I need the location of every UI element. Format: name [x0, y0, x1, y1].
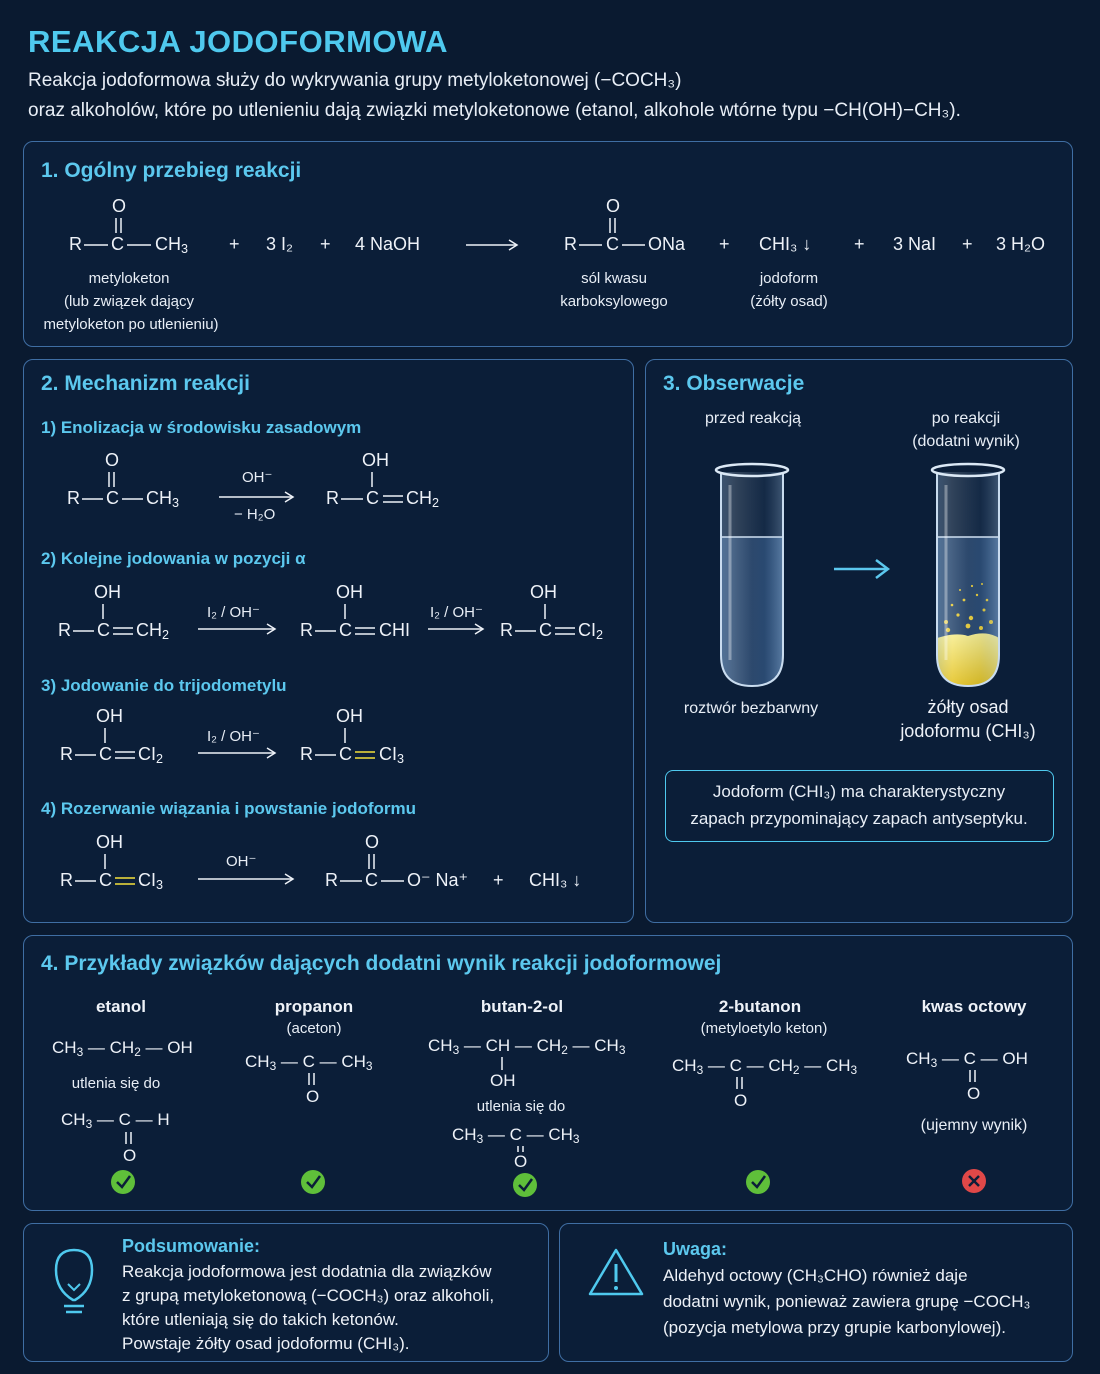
plus-sign: + [962, 234, 973, 254]
iodoform-product: CHI₃ ↓ [529, 870, 582, 890]
precipitate-arrow-icon: ↓ [572, 870, 582, 890]
lightbulb-icon [24, 1224, 34, 1234]
iodoform-label-2: (żółty osad) [750, 293, 828, 310]
example-name: kwas octowy [921, 997, 1027, 1016]
atom-r: R [500, 620, 513, 640]
intro-line-2: oraz alkoholów, które po utlenieniu dają związki metyloketonowe (etanol, alkohole wtórne typu −CH(OH)−CH₃). [28, 100, 961, 121]
group-ci3: $CI_3$ [138, 870, 164, 893]
odor-note-line-1: Jodoform (CHI₃) ma charakterystyczny [712, 782, 1006, 801]
summary-line-3: które utleniają się do takich ketonów. [122, 1310, 399, 1329]
after-caption-1: żółty osad [927, 697, 1009, 717]
group-chi: CHI [379, 620, 410, 640]
condition-oh: OH⁻ [242, 469, 273, 486]
section-observations [645, 359, 1073, 923]
odor-note-box [665, 770, 1054, 842]
group-oh: OH [96, 706, 123, 726]
summary-line-4: Powstaje żółty osad jodoformu (CHI₃). [122, 1334, 410, 1353]
sodium-iodide: 3 NaI [893, 234, 937, 254]
summary-line-1: Reakcja jodoformowa jest dodatnia dla związków [122, 1262, 492, 1281]
butanone-formula: $CH_3$ — C — $CH_3$ [452, 1125, 580, 1146]
group-ci2: $CI_2$ [578, 620, 604, 643]
example-name: propanon [274, 997, 354, 1016]
page-title: REAKCJA JODOFORMOWA [28, 24, 448, 59]
precipitate-arrow-icon: ↓ [802, 234, 812, 254]
group-ch3: $CH_3$ [146, 488, 180, 511]
warning-title: Uwaga: [663, 1239, 728, 1259]
condition-iodine: I₂ / OH⁻ [207, 728, 260, 745]
atom-o: O [967, 1084, 981, 1103]
atom-r: R [326, 488, 339, 508]
section-3-title: 3. Obserwacje [663, 372, 805, 395]
atom-r: R [325, 870, 338, 890]
group-ch3: $CH_3$ [155, 234, 189, 257]
plus-sign: + [320, 234, 331, 254]
mechanism-step-1: 1) Enolizacja w środowisku zasadowym [41, 418, 362, 437]
group-oh: OH [336, 706, 363, 726]
atom-c: C [97, 620, 110, 640]
atom-o: O [606, 196, 621, 216]
atom-r: R [69, 234, 82, 254]
atom-c: C [606, 234, 619, 254]
group-ci3: $CI_3$ [379, 744, 405, 767]
after-label-2: (dodatni wynik) [912, 433, 1020, 450]
step-4-bonds [24, 360, 34, 370]
after-caption-2: jodoformu (CHI₃) [900, 721, 1036, 741]
condition-minus-water: − H₂O [234, 506, 276, 523]
section-4-title: 4. Przykłady związków dających dodatni wynik reakcji jodoformowej [41, 952, 722, 975]
acetone-formula: $CH_3$ — C — $CH_3$ [245, 1052, 373, 1073]
before-label: przed reakcją [704, 410, 802, 427]
odor-note-line-2: zapach przypominający zapach antyseptyku. [690, 809, 1028, 828]
atom-r: R [564, 234, 577, 254]
atom-o: O [365, 832, 380, 852]
atom-c: C [99, 870, 112, 890]
iodoform-product: CHI₃ ↓ [759, 234, 812, 254]
atom-c: C [339, 620, 352, 640]
atom-c: C [539, 620, 552, 640]
summary-line-2: z grupą metyloketonową (−COCH₃) oraz alkoholi, [122, 1286, 495, 1305]
group-ch2: $CH_2$ [136, 620, 170, 643]
group-ci2: $CI_2$ [138, 744, 164, 767]
example-name: etanol [95, 997, 147, 1016]
after-label-1: po reakcji [931, 410, 1001, 427]
acetaldehyde-formula: $CH_3$ — C — H [61, 1110, 170, 1131]
carboxylate-anion: O⁻ Na⁺ [407, 870, 469, 890]
group-oh: OH [96, 832, 123, 852]
oxidation-note: utlenia się do [71, 1075, 161, 1092]
oxidation-note: utlenia się do [476, 1098, 566, 1115]
cross-icon [24, 936, 34, 946]
group-oh: OH [336, 582, 363, 602]
reactant-label-3: metyloketon po utlenieniu) [43, 316, 219, 333]
water: 3 H₂O [996, 234, 1045, 254]
atom-c: C [111, 234, 124, 254]
salt-label-1: sól kwasu [581, 270, 647, 287]
example-subname: (aceton) [286, 1020, 342, 1037]
warning-box [559, 1223, 1073, 1362]
atom-o: O [123, 1146, 137, 1165]
warning-line-1: Aldehyd octowy (CH₃CHO) również daje [663, 1266, 968, 1285]
section-mechanism [23, 359, 634, 923]
section-2-title: 2. Mechanizm reakcji [41, 372, 250, 395]
reactant-label-2: (lub związek dający [63, 293, 195, 310]
group-oh: OH [490, 1071, 516, 1090]
test-tube-after [646, 360, 656, 370]
section-1-title: 1. Ogólny przebieg reakcji [41, 159, 302, 182]
atom-r: R [60, 870, 73, 890]
example-name: 2-butanon [718, 997, 802, 1016]
condition-iodine: I₂ / OH⁻ [207, 604, 260, 621]
atom-r: R [67, 488, 80, 508]
section-examples [23, 935, 1073, 1211]
before-caption: roztwór bezbarwny [683, 700, 819, 717]
atom-o: O [112, 196, 127, 216]
summary-title: Podsumowanie: [122, 1236, 261, 1256]
atom-o: O [514, 1152, 528, 1171]
warning-line-3: (pozycja metylowa przy grupie karbonylowej). [663, 1318, 1006, 1337]
reactant-label-1: metyloketon [88, 270, 170, 287]
atom-c: C [366, 488, 379, 508]
group-oh: OH [94, 582, 121, 602]
example-name: butan-2-ol [480, 997, 564, 1016]
salt-bonds [24, 142, 34, 152]
atom-r: R [300, 744, 313, 764]
section-general-reaction [23, 141, 1073, 347]
example-subname: (metyloetylo keton) [700, 1020, 828, 1037]
atom-c: C [99, 744, 112, 764]
acetic-acid-formula: $CH_3$ — C — OH [906, 1049, 1028, 1070]
mechanism-step-4: 4) Rozerwanie wiązania i powstanie jodoformu [41, 799, 417, 818]
warning-line-2: dodatni wynik, ponieważ zawiera grupę −COCH₃ [663, 1292, 1031, 1311]
condition-oh: OH⁻ [226, 853, 257, 870]
summary-box [23, 1223, 549, 1362]
butanol-formula: $CH_3$ — CH — $CH_2$ — $CH_3$ [428, 1036, 626, 1057]
plus-sign: + [493, 870, 504, 890]
group-ona: ONa [648, 234, 686, 254]
atom-o: O [734, 1091, 748, 1110]
iodoform-label-1: jodoform [759, 270, 819, 287]
base-reagent: 4 NaOH [355, 234, 421, 254]
atom-r: R [58, 620, 71, 640]
atom-o: O [306, 1087, 320, 1106]
plus-sign: + [719, 234, 730, 254]
warning-triangle-icon [560, 1224, 570, 1234]
ethanol-formula: $CH_3$ — $CH_2$ — OH [52, 1038, 193, 1059]
atom-o: O [105, 450, 120, 470]
butanone-formula: $CH_3$ — C — $CH_2$ — $CH_3$ [672, 1056, 858, 1077]
negative-note: (ujemny wynik) [920, 1117, 1028, 1134]
iodine-reagent: 3 I₂ [266, 234, 293, 254]
group-ch2: $CH_2$ [406, 488, 440, 511]
atom-c: C [339, 744, 352, 764]
condition-iodine: I₂ / OH⁻ [430, 604, 483, 621]
atom-r: R [60, 744, 73, 764]
atom-r: R [300, 620, 313, 640]
atom-c: C [106, 488, 119, 508]
mechanism-step-2: 2) Kolejne jodowania w pozycji α [41, 549, 306, 568]
salt-label-2: karboksylowego [560, 293, 668, 310]
mechanism-step-3: 3) Jodowanie do trijodometylu [41, 676, 287, 695]
atom-c: C [365, 870, 378, 890]
plus-sign: + [229, 234, 240, 254]
intro-line-1: Reakcja jodoformowa służy do wykrywania grupy metyloketonowej (−COCH₃) [28, 70, 682, 91]
plus-sign: + [854, 234, 865, 254]
group-oh: OH [362, 450, 389, 470]
group-oh: OH [530, 582, 557, 602]
